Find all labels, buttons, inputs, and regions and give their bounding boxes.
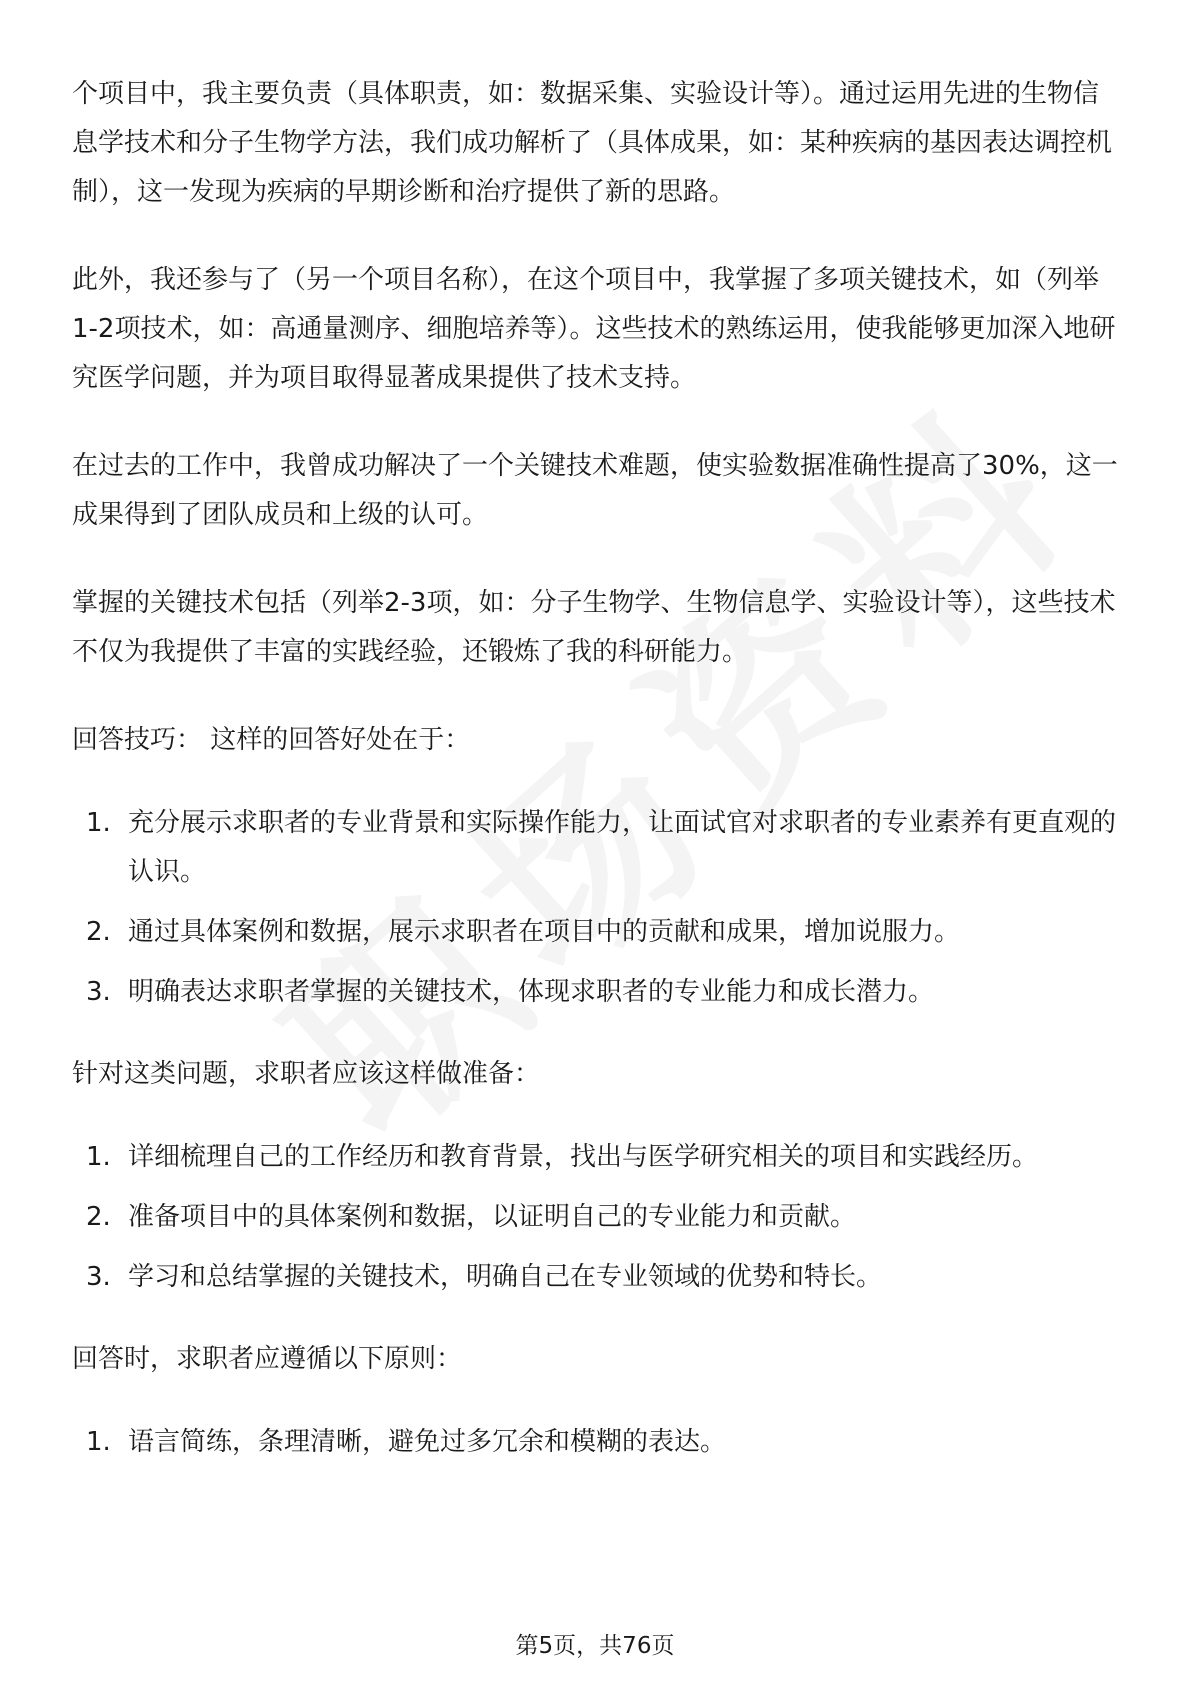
paragraph: 掌握的关键技术包括（列举2-3项，如：分子生物学、生物信息学、实验设计等），这些技术不仅为我提供了丰富的实践经验，还锻炼了我的科研能力。 <box>72 588 1116 667</box>
numbered-list <box>72 799 1122 1017</box>
list-number: 1. <box>86 808 111 838</box>
section-heading: 回答时，求职者应遵循以下原则： <box>72 1344 463 1374</box>
list-number: 3. <box>86 1262 111 1292</box>
list-item <box>72 1253 1122 1302</box>
list-item-text: 详细梳理自己的工作经历和教育背景，找出与医学研究相关的项目和实践经历。 <box>128 1142 1039 1172</box>
numbered-list <box>72 1418 1122 1467</box>
list-item-text: 通过具体案例和数据，展示求职者在项目中的贡献和成果，增加说服力。 <box>128 917 961 947</box>
list-item <box>72 1133 1122 1182</box>
list-item <box>72 968 1122 1017</box>
document-body <box>72 70 1122 1500</box>
page-footer: 第5页，共76页 <box>515 1633 675 1659</box>
paragraph: 此外，我还参与了（另一个项目名称），在这个项目中，我掌握了多项关键技术，如（列举1-2项技术，如：高通量测序、细胞培养等）。这些技术的熟练运用，使我能够更加深入地研究医学问题，并为项目取得显著成果提供了技术支持。 <box>72 265 1116 393</box>
list-number: 1. <box>86 1427 111 1457</box>
list-number: 2. <box>86 917 111 947</box>
list-item-text: 语言简练，条理清晰，避免过多冗余和模糊的表达。 <box>128 1427 727 1457</box>
list-item-text: 充分展示求职者的专业背景和实际操作能力，让面试官对求职者的专业素养有更直观的认识。 <box>128 808 1117 887</box>
section-heading: 针对这类问题，求职者应该这样做准备： <box>72 1059 541 1089</box>
list-number: 1. <box>86 1142 111 1172</box>
list-number: 2. <box>86 1202 111 1232</box>
list-item-text: 准备项目中的具体案例和数据，以证明自己的专业能力和贡献。 <box>128 1202 857 1232</box>
list-item <box>72 908 1122 957</box>
list-item <box>72 799 1122 897</box>
paragraph: 在过去的工作中，我曾成功解决了一个关键技术难题，使实验数据准确性提高了30%，这一成果得到了团队成员和上级的认可。 <box>72 451 1118 530</box>
list-item <box>72 1418 1122 1467</box>
section-heading: 回答技巧： 这样的回答好处在于： <box>72 725 471 755</box>
list-item-text: 学习和总结掌握的关键技术，明确自己在专业领域的优势和特长。 <box>128 1262 883 1292</box>
paragraph: 个项目中，我主要负责（具体职责，如：数据采集、实验设计等）。通过运用先进的生物信息学技术和分子生物学方法，我们成功解析了（具体成果，如：某种疾病的基因表达调控机制），这一发现为疾病的早期诊断和治疗提供了新的思路。 <box>72 79 1113 207</box>
list-number: 3. <box>86 977 111 1007</box>
list-item-text: 明确表达求职者掌握的关键技术，体现求职者的专业能力和成长潜力。 <box>128 977 935 1007</box>
numbered-list <box>72 1133 1122 1302</box>
list-item <box>72 1193 1122 1242</box>
